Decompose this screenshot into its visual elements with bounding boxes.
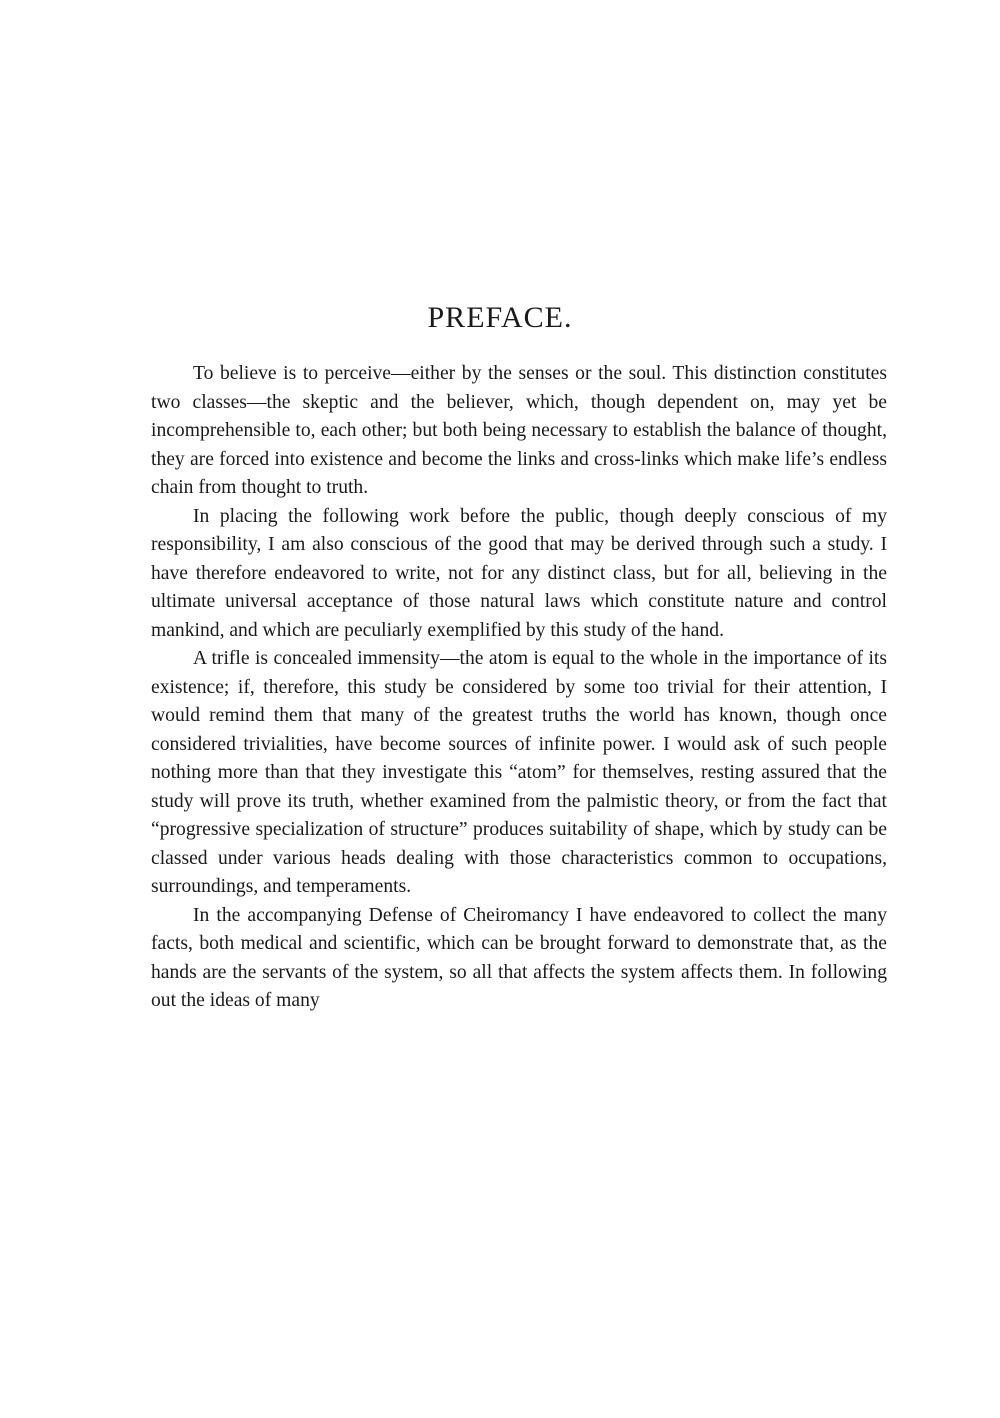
paragraph-2: In placing the following work before the public, though deeply conscious of my responsibility, I am also conscious of the good that may be derived through such a study. I have therefore endeavored to write, not for any distinct class, but for all, believing in the ultimate universal acceptance of those natural laws which constitute nature and control mankind, and which are peculiarly exemplified by this study of the hand. [151,505,887,641]
paragraph-3: A trifle is concealed immensity—the atom is equal to the whole in the importance of its existence; if, therefore, this study be considered by some too trivial for their attention, I would remind them that many of the greatest truths the world has known, though once considered trivialities, have become sources of infinite power. I would ask of such people nothing more than that they investigate this “atom” for themselves, resting assured that the study will prove its truth, whether examined from the palmistic theory, or from the fact that “progressive specialization of structure” produces suitability of shape, which by study can be classed under various heads dealing with those characteristics common to occupations, surroundings, and temperaments. [151,648,887,897]
paragraph-1: To believe is to perceive—either by the senses or the soul. This distinction constitutes two classes—the skeptic and the believer, which, though dependent on, may yet be incomprehensible to, each other; but both being necessary to establish the balance of thought, they are forced into existence and become the links and cross-links which make life’s endless chain from thought to truth. [151,363,887,498]
preface-body [151,360,887,1016]
page-title: PREFACE. [427,301,573,334]
paragraph-4: In the accompanying Defense of Cheiromancy I have endeavored to collect the many facts, both medical and scientific, which can be brought forward to demonstrate that, as the hands are the servants of the system, so all that affects the system affects them. In following out the ideas of many [151,904,887,1011]
